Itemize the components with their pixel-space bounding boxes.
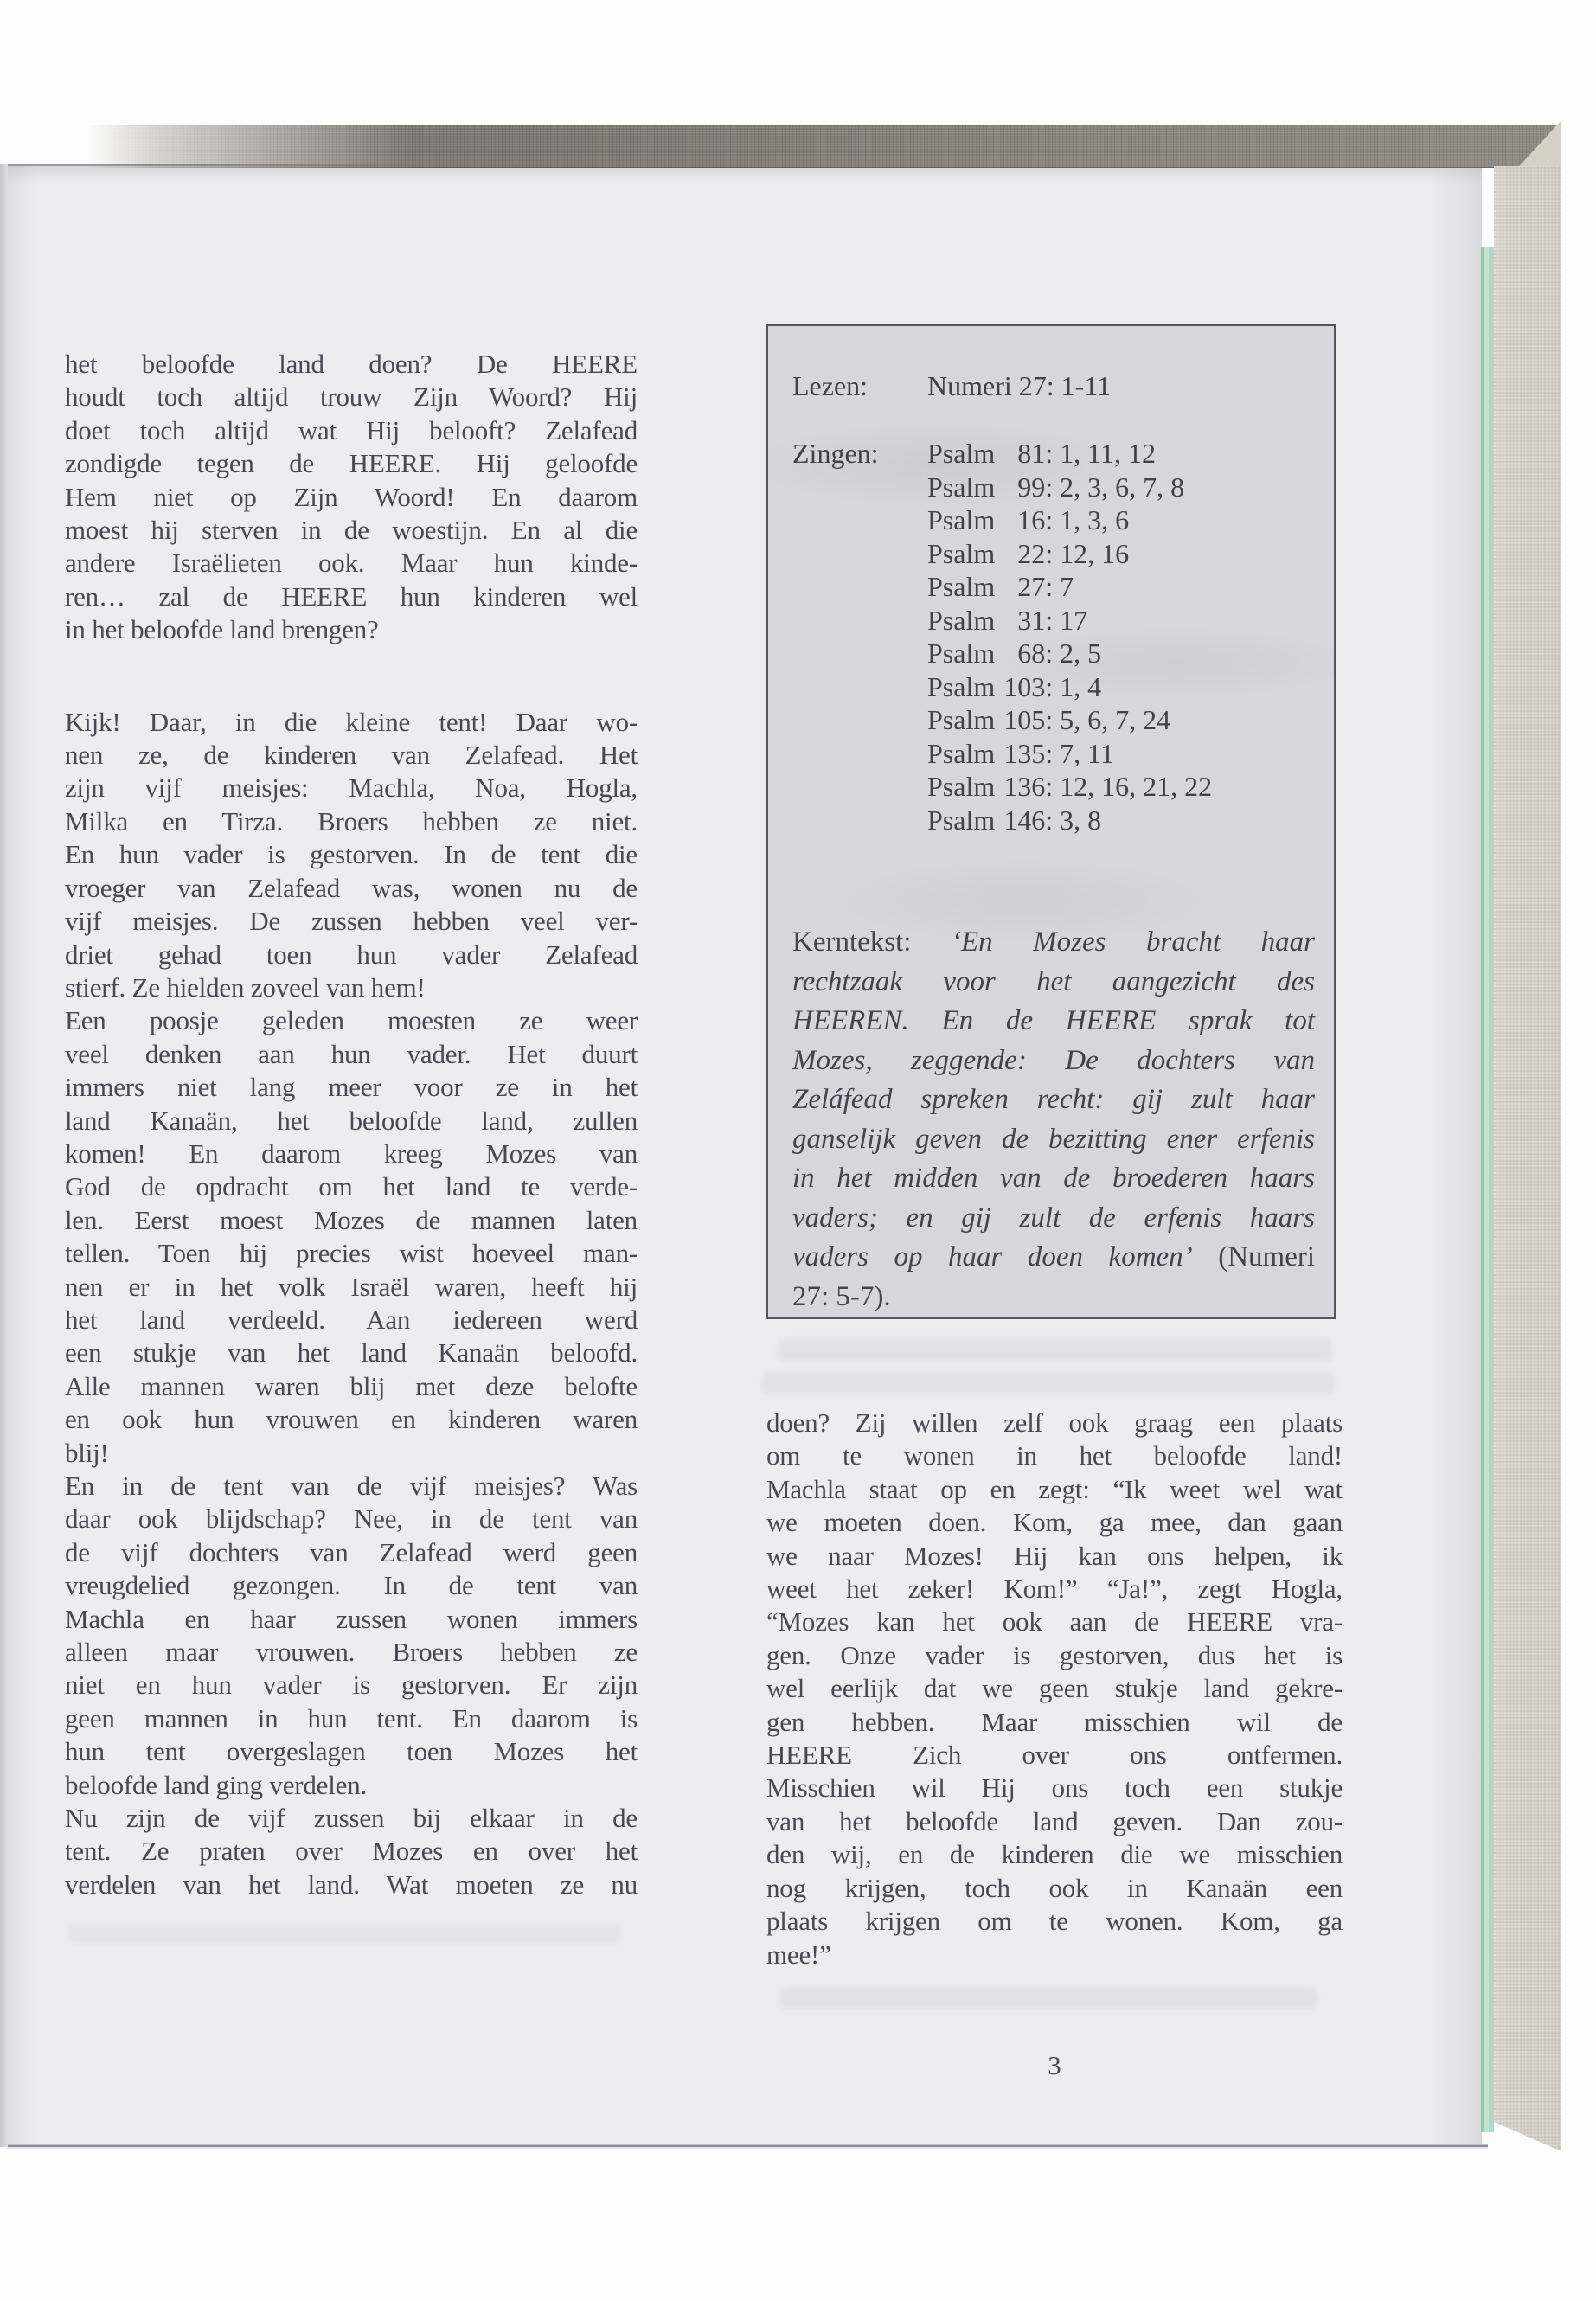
text-line: Hem niet op Zijn Woord! En daarom xyxy=(65,481,638,512)
psalm-verses: : 1, 3, 6 xyxy=(1045,504,1130,535)
psalm-number: 135 xyxy=(1003,737,1046,769)
kerntekst-line: Mozes, zeggende: De dochters van xyxy=(792,1044,1315,1076)
psalm-verses: : 12, 16, 21, 22 xyxy=(1045,771,1213,802)
text-line: een stukje van het land Kanaän beloofd. xyxy=(65,1337,638,1368)
psalm-row xyxy=(927,703,1315,737)
psalm-row xyxy=(927,670,1315,704)
page-bottom-edge xyxy=(7,2144,1488,2149)
text-line: en ook hun vrouwen en kinderen waren xyxy=(65,1404,638,1435)
bleedthrough-smudge xyxy=(780,1988,1317,2009)
psalm-row xyxy=(927,737,1315,771)
text-line: moest hij sterven in de woestijn. En al die xyxy=(65,515,638,546)
text-line: immers niet lang meer voor ze in het xyxy=(65,1072,638,1103)
kerntekst-line: HEEREN. En de HEERE sprak tot xyxy=(792,1005,1315,1036)
page-number: 3 xyxy=(1048,2050,1061,2080)
text-line: nog krijgen, toch ook in Kanaän een xyxy=(766,1872,1343,1903)
left-column xyxy=(65,348,638,1901)
psalm-word: Psalm xyxy=(927,571,996,602)
text-line: andere Israëlieten ook. Maar hun kinde- xyxy=(65,548,638,579)
kerntekst-quote-start: ‘En Mozes bracht haar xyxy=(951,926,1315,958)
page-left-edge xyxy=(0,164,8,2147)
book-cover-top-edge xyxy=(87,125,1557,168)
text-line: veel denken aan hun vader. Het duurt xyxy=(65,1038,638,1069)
text-line: Machla en haar zussen wonen immers xyxy=(65,1603,638,1634)
paragraph xyxy=(65,706,638,1902)
psalm-number: 22 xyxy=(1017,537,1046,569)
text-line: niet en hun vader is gestorven. Er zijn xyxy=(65,1670,638,1701)
psalm-word: Psalm xyxy=(927,638,996,669)
psalm-verses: : 7, 11 xyxy=(1045,737,1114,769)
text-line: vijf meisjes. De zussen hebben veel ver- xyxy=(65,906,638,937)
text-line: driet gehad toen hun vader Zelafead xyxy=(65,939,638,970)
text-line: weet het zeker! Kom!” “Ja!”, zegt Hogla, xyxy=(766,1574,1343,1605)
psalm-verses: : 5, 6, 7, 24 xyxy=(1045,704,1171,735)
psalm-number: 146 xyxy=(1003,804,1046,836)
psalm-verses: : 17 xyxy=(1045,604,1088,636)
text-line: Misschien wil Hij ons toch een stukje xyxy=(766,1772,1343,1804)
text-line: zijn vijf meisjes: Machla, Noa, Hogla, xyxy=(65,772,638,804)
text-line: beloofde land ging verdelen. xyxy=(65,1769,368,1800)
text-line: verdelen van het land. Wat moeten ze nu xyxy=(65,1868,638,1900)
kerntekst-line: Zeláfead spreken recht: gij zult haar xyxy=(792,1084,1315,1115)
psalm-word: Psalm xyxy=(927,604,996,636)
paragraph xyxy=(65,348,638,647)
text-line: En hun vader is gestorven. In de tent die xyxy=(65,839,638,870)
kerntekst-line: ganselijk geven de bezitting ener erfenis xyxy=(792,1123,1315,1155)
text-line: blij! xyxy=(65,1437,109,1468)
text-line: gen. Onze vader is gestorven, dus het is xyxy=(766,1639,1343,1670)
text-line: om te wonen in het beloofde land! xyxy=(766,1440,1343,1471)
text-line: geen mannen in hun tent. En daarom is xyxy=(65,1702,638,1734)
text-line: Een poosje geleden moesten ze weer xyxy=(65,1005,638,1036)
psalm-row xyxy=(927,471,1315,504)
psalm-number: 103 xyxy=(1003,670,1046,702)
psalm-row xyxy=(927,770,1315,804)
psalm-number: 81 xyxy=(1017,438,1046,469)
lezen-value: Numeri 27: 1-11 xyxy=(927,370,1112,401)
psalm-verses: : 1, 11, 12 xyxy=(1045,438,1156,469)
psalm-word: Psalm xyxy=(927,737,996,769)
text-line: den wij, en de kinderen die we misschien xyxy=(766,1839,1343,1870)
kerntekst-ref: 27: 5-7). xyxy=(792,1280,891,1312)
psalm-verses: : 1, 4 xyxy=(1045,670,1102,702)
right-column xyxy=(766,1407,1343,1971)
kerntekst-line: in het midden van de broederen haars xyxy=(792,1163,1315,1194)
psalm-verses: : 2, 3, 6, 7, 8 xyxy=(1045,471,1185,503)
bleedthrough-smudge xyxy=(763,1372,1334,1394)
kerntekst-quote-end: vaders op haar doen komen’ xyxy=(792,1241,1193,1272)
psalm-verses: : 12, 16 xyxy=(1045,537,1130,569)
text-line: daar ook blijdschap? Nee, in de tent van xyxy=(65,1503,638,1535)
page-fore-edge xyxy=(1481,247,1494,2132)
psalm-row xyxy=(927,637,1315,670)
text-line: vroeger van Zelafead was, wonen nu de xyxy=(65,872,638,903)
text-line: plaats krijgen om te wonen. Kom, ga xyxy=(766,1906,1343,1937)
lezen-label: Lezen: xyxy=(792,370,869,401)
bleedthrough-smudge xyxy=(779,1339,1332,1362)
text-line: alleen maar vrouwen. Broers hebben ze xyxy=(65,1637,638,1668)
text-line: vreugdelied gezongen. In de tent van xyxy=(65,1570,638,1601)
zingen-label: Zingen: xyxy=(792,438,879,469)
reading-box xyxy=(766,324,1336,1319)
text-line: ren… zal de HEERE hun kinderen wel xyxy=(65,580,638,612)
psalm-number: 16 xyxy=(1017,504,1046,535)
kerntekst-line: vaders; en gij zult de erfenis haars xyxy=(792,1202,1315,1234)
text-line: het land verdeeld. Aan iedereen werd xyxy=(65,1304,638,1335)
psalm-word: Psalm xyxy=(927,670,996,702)
kerntekst xyxy=(792,923,1315,1317)
psalm-number: 27 xyxy=(1017,571,1046,602)
text-line: de vijf dochters van Zelafead werd geen xyxy=(65,1536,638,1567)
psalm-row xyxy=(927,570,1315,604)
psalm-word: Psalm xyxy=(927,704,996,735)
psalm-row xyxy=(927,537,1315,571)
kerntekst-ref-start: (Numeri xyxy=(1218,1241,1315,1272)
text-line: tellen. Toen hij precies wist hoeveel man- xyxy=(65,1238,638,1269)
text-line: van het beloofde land geven. Dan zou- xyxy=(766,1805,1343,1836)
kerntekst-label: Kerntekst: xyxy=(792,926,912,958)
text-line: mee!” xyxy=(766,1939,831,1970)
psalm-verses: : 2, 5 xyxy=(1045,638,1102,669)
psalm-number: 31 xyxy=(1017,604,1046,636)
text-line: hun tent overgeslagen toen Mozes het xyxy=(65,1736,638,1767)
text-line: Milka en Tirza. Broers hebben ze niet. xyxy=(65,805,638,836)
text-line: Kijk! Daar, in die kleine tent! Daar wo- xyxy=(65,706,638,737)
psalm-list xyxy=(927,437,1315,836)
psalm-word: Psalm xyxy=(927,771,996,802)
psalm-number: 136 xyxy=(1003,771,1046,802)
psalm-number: 68 xyxy=(1017,638,1046,669)
text-line: in het beloofde land brengen? xyxy=(65,614,379,645)
kerntekst-line xyxy=(792,923,1315,963)
text-line: we naar Mozes! Hij kan ons helpen, ik xyxy=(766,1540,1343,1571)
text-line: houdt toch altijd trouw Zijn Woord? Hij xyxy=(65,381,638,413)
psalm-row xyxy=(927,804,1315,837)
psalm-number: 99 xyxy=(1017,471,1046,503)
text-line: nen ze, de kinderen van Zelafead. Het xyxy=(65,740,638,771)
text-line: HEERE Zich over ons ontfermen. xyxy=(766,1740,1343,1771)
text-line: En in de tent van de vijf meisjes? Was xyxy=(65,1471,638,1501)
text-line: zondigde tegen de HEERE. Hij geloofde xyxy=(65,448,638,479)
lezen-row xyxy=(792,369,1315,402)
psalm-row xyxy=(927,503,1315,537)
zingen-row xyxy=(792,437,1315,836)
book-page xyxy=(7,164,1482,2147)
text-line: tent. Ze praten over Mozes en over het xyxy=(65,1836,638,1867)
text-line: Nu zijn de vijf zussen bij elkaar in de xyxy=(65,1803,638,1834)
bleedthrough-smudge xyxy=(67,1924,621,1943)
text-line: gen hebben. Maar misschien wil de xyxy=(766,1706,1343,1737)
psalm-number: 105 xyxy=(1003,704,1046,735)
psalm-word: Psalm xyxy=(927,537,996,569)
text-line: wel eerlijk dat we geen stukje land gekre- xyxy=(766,1673,1343,1704)
psalm-verses: : 3, 8 xyxy=(1045,804,1102,836)
text-line: het beloofde land doen? De HEERE xyxy=(65,349,638,379)
text-line: “Mozes kan het ook aan de HEERE vra- xyxy=(766,1606,1343,1638)
kerntekst-line xyxy=(792,1238,1315,1278)
kerntekst-lines xyxy=(792,963,1315,1239)
psalm-word: Psalm xyxy=(927,504,996,535)
text-line: Machla staat op en zegt: “Ik weet wel wat xyxy=(766,1473,1343,1504)
text-line: God de opdracht om het land te verde- xyxy=(65,1171,638,1202)
book-cover-side-edge xyxy=(1494,166,1561,2151)
text-line: komen! En daarom kreeg Mozes van xyxy=(65,1138,638,1169)
psalm-word: Psalm xyxy=(927,804,996,836)
text-line: doet toch altijd wat Hij belooft? Zelafead xyxy=(65,414,638,445)
psalm-word: Psalm xyxy=(927,471,996,503)
text-line: doen? Zij willen zelf ook graag een plaats xyxy=(766,1407,1343,1438)
text-line: land Kanaän, het beloofde land, zullen xyxy=(65,1105,638,1136)
text-line: nen er in het volk Israël waren, heeft hij xyxy=(65,1271,638,1302)
kerntekst-line: rechtzaak voor het aangezicht des xyxy=(792,965,1315,997)
text-line: we moeten doen. Kom, ga mee, dan gaan xyxy=(766,1507,1343,1538)
text-line: len. Eerst moest Mozes de mannen laten xyxy=(65,1204,638,1235)
psalm-verses: : 7 xyxy=(1045,571,1074,602)
psalm-row xyxy=(927,437,1315,471)
text-line: Alle mannen waren blij met deze belofte xyxy=(65,1370,638,1401)
psalm-word: Psalm xyxy=(927,438,996,469)
psalm-row xyxy=(927,604,1315,638)
text-line: stierf. Ze hielden zoveel van hem! xyxy=(65,971,426,1003)
